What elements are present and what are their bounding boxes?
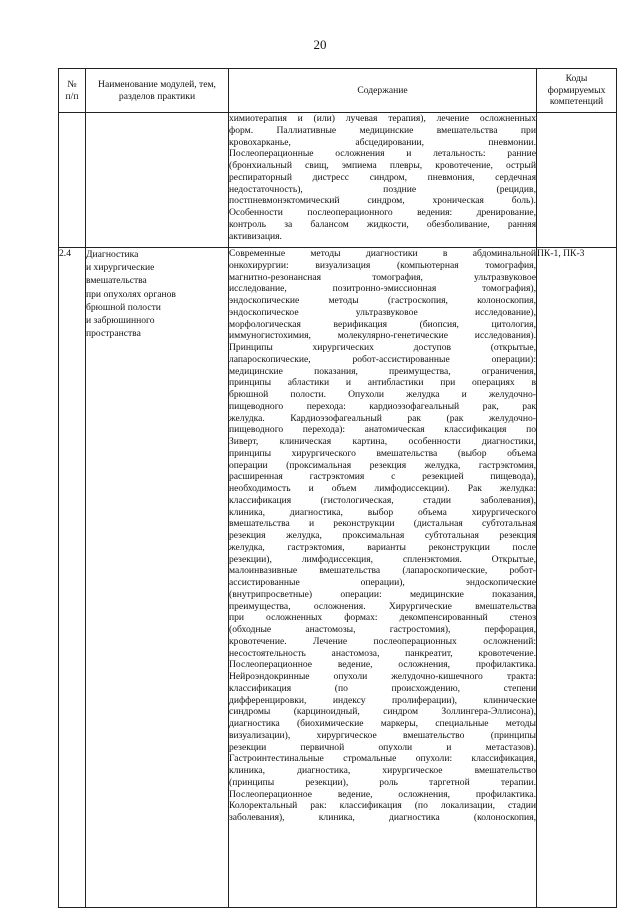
content-line: кровохарканье, абсцедировании, пневмонии. <box>229 136 536 148</box>
header-codes: Коды формируемых компетенций <box>537 69 617 113</box>
module-title-line: брюшной полости <box>86 301 161 313</box>
content-line: классификация (гистологическая, стадии заболевания), <box>229 494 536 506</box>
content-line: принципы хирургического вмешательства (выбор объема <box>229 447 536 459</box>
cell-content-continued <box>229 113 537 248</box>
content-line: эндоскопическое ультразвуковое исследование), <box>229 306 536 318</box>
content-line: медицинские показания, преимущества, ограничения, <box>229 365 536 377</box>
module-title-line: и хирургические <box>86 262 155 274</box>
content-line: постпневмонэктомический синдром, хроническая боль). <box>229 195 536 207</box>
content-line: необходимость и объем лимфодиссекции). Рак желудка: <box>229 483 536 494</box>
content-line: синдромы (карциноидный, синдром Золлингера-Эллисона), <box>229 706 536 718</box>
content-line: эндоскопические методы (гастроскопия, колоноскопия, <box>229 295 536 306</box>
module-title-line: пространства <box>86 328 141 340</box>
cell-num-empty <box>59 113 86 248</box>
content-line: Послеоперационные осложнения и летальность: ранние <box>229 148 536 160</box>
content-line: клиника, диагностика, хирургическое вмешательство <box>229 765 536 776</box>
content-line: морфологическая верификация (биопсия, цитология, <box>229 318 536 330</box>
content-line: недостаточность), поздние (рецидив, <box>229 183 536 195</box>
header-module: Наименование модулей, тем, разделов практики <box>86 69 229 113</box>
cell-module <box>86 248 229 908</box>
header-content: Содержание <box>229 69 537 113</box>
module-title-line: при опухолях органов <box>86 288 176 300</box>
content-line: диагностика (биохимические маркеры, специальные методы <box>229 718 536 729</box>
cell-num: 2.4 <box>59 248 86 908</box>
cell-content <box>229 248 537 908</box>
content-line: принципы абластики и антибластики при операциях в <box>229 377 536 389</box>
content-line: (принципы резекции), роль таргетной терапии. <box>229 776 536 788</box>
content-line: вмешательства и реконструкции (дистальная субтотальная <box>229 518 536 530</box>
content-line: желудка. Кардиоэзофагеальный рак (рак желудочно- <box>229 412 536 424</box>
content-line: Принципы хирургических доступов (открытые, <box>229 342 536 353</box>
content-line: резекции первичной опухоли и метастазов). <box>229 741 536 753</box>
content-line: лапароскопические, робот-ассистированные операции): <box>229 353 536 365</box>
content-line: активизация. <box>229 230 282 242</box>
curriculum-table <box>58 68 617 908</box>
content-line: клиника, диагностика, выбор объема хирургического <box>229 506 536 518</box>
content-line: (обходные анастомозы, гастростомия), перфорация, <box>229 624 536 635</box>
cell-codes: ПК-1, ПК-3 <box>537 248 617 908</box>
content-line: малоинвазивные вмешательства (лапароскопические, робот- <box>229 565 536 577</box>
content-line: резекции), лимфодиссекция, спленэктомия. Открытые, <box>229 553 536 565</box>
content-line: Особенности послеоперационного ведения: дренирование, <box>229 207 536 218</box>
content-line: несостоятельность анастомоза, панкреатит, кровотечение. <box>229 647 536 659</box>
content-line: заболевания), клиника, диагностика (колоноскопия, <box>229 812 536 823</box>
table-row-continued <box>59 113 617 248</box>
content-line: расширенная гастрэктомия с резекцией пищевода), <box>229 471 536 483</box>
content-line: Колоректальный рак: классификация (по локализации, стадии <box>229 800 536 812</box>
content-line: исследование, позитронно-эмиссионная томография), <box>229 283 536 295</box>
content-line: при осложненных формах: декомпенсированный стеноз <box>229 612 536 624</box>
cell-codes-empty <box>537 113 617 248</box>
content-line: Гастроинтестинальные стромальные опухоли: классификация, <box>229 753 536 765</box>
content-line: онкохирургии: визуализация (компьютерная томография, <box>229 259 536 271</box>
content-line: магнитно-резонансная томография, ультразвуковое <box>229 271 536 283</box>
module-title-line: и забрюшинного <box>86 315 155 327</box>
content-line: резекция желудка, проксимальная субтотальная резекция <box>229 530 536 541</box>
content-line: Современные методы диагностики в абдоминальной <box>229 248 536 259</box>
content-line: желудка, гастрэктомия, варианты реконструкции после <box>229 541 536 553</box>
content-line: (бронхиальный свищ, эмпиема плевры, кровотечение, острый <box>229 160 536 171</box>
module-title-line: Диагностика <box>86 249 139 260</box>
content-line: респираторный дистресс синдром, пневмония, сердечная <box>229 171 536 183</box>
content-line: иммуногистохимия, молекулярно-генетические исследования). <box>229 330 536 342</box>
content-line: пищеводного перехода: кардиоэзофагеальный рак, рак <box>229 400 536 412</box>
content-line: пищеводного перехода): анатомическая классификация по <box>229 424 536 436</box>
content-line: форм. Паллиативные медицинские вмешательства при <box>229 124 536 136</box>
page-number: 20 <box>313 37 327 52</box>
module-title-line: вмешательства <box>86 275 147 287</box>
table-header-row <box>59 69 617 113</box>
content-line: Послеоперационное ведение, осложнения, профилактика. <box>229 788 536 800</box>
table-row <box>59 248 617 908</box>
content-line: химиотерапия и (или) лучевая терапия), лечение осложненных <box>229 113 536 124</box>
content-line: классификация (по происхождению, степени <box>229 682 536 694</box>
content-line: Нейроэндокринные опухоли желудочно-кишечного тракта: <box>229 671 536 682</box>
header-num: № п/п <box>59 69 86 113</box>
content-line: (внутрипросветные) операции: медицинские показания, <box>229 588 536 600</box>
content-line: операции (проксимальная резекция желудка, гастрэктомия, <box>229 459 536 471</box>
content-line: дифференцировки, индексу пролиферации), клинические <box>229 694 536 706</box>
content-line: преимущества, осложнения. Хирургические вмешательства <box>229 600 536 612</box>
content-line: брюшной полости. Опухоли желудка и желудочно- <box>229 389 536 400</box>
content-line: контроль за балансом жидкости, обезболивание, ранняя <box>229 218 536 230</box>
cell-module-empty <box>86 113 229 248</box>
content-line: ассистированные операции), эндоскопические <box>229 577 536 588</box>
content-line: Послеоперационное ведение, осложнения, профилактика. <box>229 659 536 671</box>
content-line: кровотечение. Лечение послеоперационных осложнений: <box>229 635 536 647</box>
content-line: визуализации), хирургическое вмешательство (принципы <box>229 729 536 741</box>
content-line: Зиверт, клиническая картина, особенности диагностики, <box>229 436 536 447</box>
